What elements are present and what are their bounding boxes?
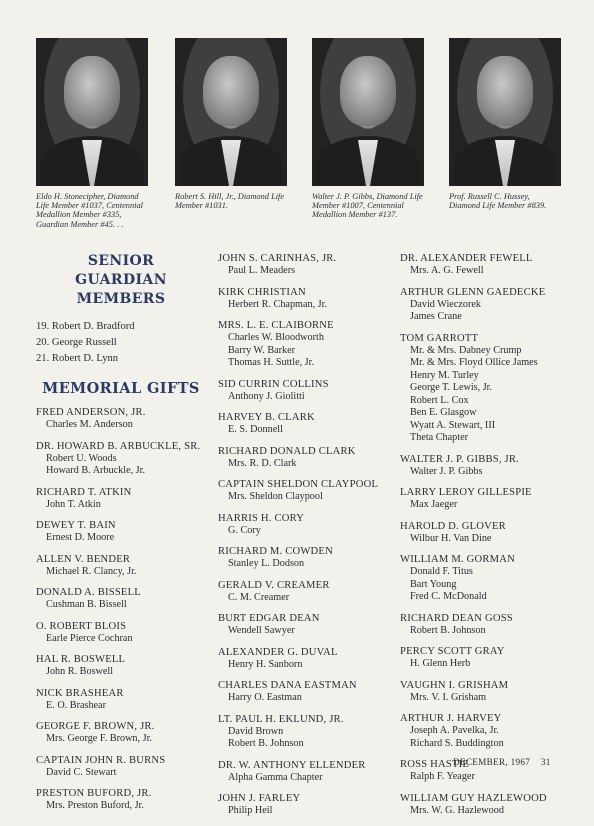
portrait-photo [312,38,424,186]
honoree-name: FRED ANDERSON, JR. [36,407,146,418]
memorial-entry [36,653,206,679]
honoree-name: WILLIAM GUY HAZLEWOOD [400,792,547,804]
memorial-entry [218,378,388,404]
honoree-name: PERCY SCOTT GRAY [400,646,505,657]
honoree-name: SID CURRIN COLLINS [218,378,329,390]
donor-name: Philip Heil [228,805,273,816]
memorial-entry [400,645,580,671]
donor-name: Wilbur H. Van Dine [410,532,492,544]
page-footer [453,757,559,767]
memorial-entry [218,792,388,818]
memorial-entry [36,519,206,545]
donor-name: Mr. & Mrs. Floyd Ollice James [410,357,538,368]
honoree-name: HAROLD D. GLOVER [400,520,506,532]
portrait-photo [175,38,287,186]
donor-name: Robert U. Woods [46,452,117,464]
donor-name: Fred C. McDonald [410,591,487,602]
memorial-entry [218,286,388,312]
honoree-name: HARRIS H. CORY [218,512,305,524]
honoree-name: ALEXANDER G. DUVAL [218,646,338,658]
donor-name: Walter J. P. Gibbs [410,465,483,477]
memorial-entry [36,687,206,713]
photo-card-hussey [449,38,561,210]
honoree-name: NICK BRASHEAR [36,687,124,699]
donor-name: C. M. Creamer [228,591,290,603]
donor-name: Joseph A. Pavelka, Jr. [410,725,499,736]
honoree-name: ROSS HASTIE [400,759,470,770]
donor-name: Michael R. Clancy, Jr. [46,565,137,577]
list-item: 20. George Russell [36,337,117,348]
donor-name: Earle Pierce Cochran [46,632,133,644]
honoree-name: ARTHUR J. HARVEY [400,713,502,724]
honoree-name: DR. W. ANTHONY ELLENDER [218,759,366,771]
honoree-name: HARVEY B. CLARK [218,412,315,423]
honoree-name: RICHARD M. COWDEN [218,546,333,557]
honoree-name: CAPTAIN SHELDON CLAYPOOL [218,479,379,490]
memorial-entry [400,792,580,818]
memorial-entry [400,453,580,479]
memorial-entry [218,612,388,638]
honoree-name: WILLIAM M. GORMAN [400,554,515,565]
donor-name: Cushman B. Bissell [46,599,127,610]
page-number: 31 [540,757,551,767]
portrait-photo [449,38,561,186]
donor-name: Mr. & Mrs. Dabney Crump [410,344,522,356]
memorial-entry [36,754,206,780]
memorial-entry [400,520,580,546]
donor-name: G. Cory [228,524,261,536]
donor-name: Mrs. W. G. Hazlewood [410,804,504,816]
memorial-entry [218,679,388,705]
footer-date: DECEMBER, 1967 [453,757,531,767]
donor-name: E. S. Donnell [228,424,283,435]
memorial-entry [36,486,206,512]
honoree-name: GEORGE F. BROWN, JR. [36,721,155,732]
donor-name: Paul L. Meaders [228,265,296,276]
portrait-photo [36,38,148,186]
donor-name: Mrs. Sheldon Claypool [228,491,323,502]
memorial-entry [36,720,206,746]
donor-name: Robert L. Cox [410,394,469,406]
donor-name: Herbert R. Chapman, Jr. [228,298,328,310]
donor-name: Ralph F. Yeager [410,771,475,782]
donor-name: Wendell Sawyer [228,625,295,636]
donor-name: Charles M. Anderson [46,419,133,430]
column-2 [218,252,388,826]
donor-name: David Wieczorek [410,298,481,310]
memorial-entry [400,612,580,638]
donor-name: Max Jaeger [410,499,458,510]
memorial-entry [400,286,580,324]
memorial-entry [218,646,388,672]
memorial-entry [218,319,388,370]
donor-name: Ben E. Glasgow [410,407,477,418]
donor-name: David Brown [228,725,284,737]
honoree-name: HAL R. BOSWELL [36,654,126,665]
photo-card-stonecipher [36,38,148,229]
photo-caption: Eldo H. Stonecipher, Diamond Life Member #1037, Centennial Medallion Member #335, Guardian Member #45. . . [36,192,143,229]
memorial-entry [218,759,388,785]
honoree-name: DEWEY T. BAIN [36,520,116,531]
donor-name: James Crane [410,311,462,322]
memorial-entry [218,478,388,504]
donor-name: Henry H. Sanborn [228,658,303,670]
senior-guardian-heading: SENIOR GUARDIAN MEMBERS [75,253,167,307]
donor-name: Anthony J. Giolitti [228,390,305,402]
donor-name: John T. Atkin [46,498,101,510]
donor-name: Stanley L. Dodson [228,558,305,569]
memorial-entry [400,679,580,705]
memorial-entry [218,411,388,437]
donor-name: Robert B. Johnson [410,624,486,636]
honoree-name: DR. HOWARD B. ARBUCKLE, SR. [36,440,201,452]
donor-name: Charles W. Bloodworth [228,332,324,343]
memorial-entry [36,406,206,432]
honoree-name: WALTER J. P. GIBBS, JR. [400,453,519,465]
memorial-entry [400,712,580,750]
honoree-name: DONALD A. BISSELL [36,587,141,598]
memorial-entry [218,713,388,751]
donor-name: Alpha Gamma Chapter [228,771,323,783]
memorial-list-col3 [400,252,580,817]
memorial-entry [36,586,206,612]
donor-name: Ernest D. Moore [46,532,115,543]
donor-name: Howard B. Arbuckle, Jr. [46,465,146,476]
senior-guardian-list [36,319,206,367]
donor-name: Mrs. V. I. Grisham [410,691,487,703]
donor-name: Henry M. Turley [410,369,479,381]
memorial-list-col2 [218,252,388,818]
memorial-entry [400,252,580,278]
honoree-name: BURT EDGAR DEAN [218,613,320,624]
donor-name: Bart Young [410,578,457,590]
donor-name: Thomas H. Suttle, Jr. [228,357,315,368]
honoree-name: CHARLES DANA EASTMAN [218,680,357,691]
memorial-entry [218,579,388,605]
honoree-name: TOM GARROTT [400,332,479,344]
memorial-entry [36,620,206,646]
column-3 [400,252,580,825]
donor-name: E. O. Brashear [46,699,106,711]
donor-name: Harry O. Eastman [228,692,302,703]
list-item: 19. Robert D. Bradford [36,321,135,332]
column-1 [36,252,206,821]
honoree-name: JOHN S. CARINHAS, JR. [218,253,337,264]
memorial-entry [218,445,388,471]
donor-name: Theta Chapter [410,432,468,443]
donor-name: Wyatt A. Stewart, III [410,419,496,431]
photo-caption: Walter J. P. Gibbs, Diamond Life Member #1007, Centennial Medallion Member #137. [312,192,423,220]
donor-name: Mrs. R. D. Clark [228,457,297,469]
donor-name: Mrs. Preston Buford, Jr. [46,800,144,811]
memorial-entry [400,553,580,604]
honoree-name: KIRK CHRISTIAN [218,286,306,298]
donor-name: H. Glenn Herb [410,658,471,669]
photo-caption: Prof. Russell C. Hussey, Diamond Life Member #839. [449,192,547,211]
memorial-entry [36,553,206,579]
honoree-name: MRS. L. E. CLAIBORNE [218,320,334,331]
donor-name: John R. Boswell [46,666,114,677]
donor-name: George T. Lewis, Jr. [410,382,493,393]
honoree-name: ALLEN V. BENDER [36,553,131,565]
donor-name: Barry W. Barker [228,344,296,356]
honoree-name: RICHARD T. ATKIN [36,486,132,498]
donor-name: Donald F. Titus [410,566,473,577]
memorial-entry [218,252,388,278]
honoree-name: LT. PAUL H. EKLUND, JR. [218,713,344,725]
honoree-name: LARRY LEROY GILLESPIE [400,487,532,498]
photo-card-gibbs [312,38,424,220]
honoree-name: O. ROBERT BLOIS [36,620,127,632]
memorial-gifts-heading: MEMORIAL GIFTS [42,380,200,397]
donor-name: Richard S. Buddington [410,737,504,749]
honoree-name: RICHARD DEAN GOSS [400,612,513,624]
honoree-name: JOHN J. FARLEY [218,793,301,804]
memorial-entry [400,486,580,512]
photo-card-hill [175,38,287,210]
donor-name: Mrs. George F. Brown, Jr. [46,733,152,744]
donor-name: David C. Stewart [46,766,117,778]
photo-caption: Robert S. Hill, Jr., Diamond Life Member #1031. [175,192,285,211]
donor-name: Robert B. Johnson [228,738,304,749]
honoree-name: ARTHUR GLENN GAEDECKE [400,286,546,298]
memorial-entry [400,332,580,445]
donor-name: Mrs. A. G. Fewell [410,265,484,276]
memorial-entry [218,545,388,571]
memorial-entry [36,440,206,478]
memorial-entry [218,512,388,538]
honoree-name: CAPTAIN JOHN R. BURNS [36,754,166,766]
honoree-name: RICHARD DONALD CLARK [218,445,356,457]
memorial-list-col1 [36,406,206,813]
honoree-name: GERALD V. CREAMER [218,579,330,591]
list-item: 21. Robert D. Lynn [36,353,119,364]
honoree-name: VAUGHN I. GRISHAM [400,679,509,691]
honoree-name: PRESTON BUFORD, JR. [36,788,152,799]
honoree-name: DR. ALEXANDER FEWELL [400,253,533,264]
